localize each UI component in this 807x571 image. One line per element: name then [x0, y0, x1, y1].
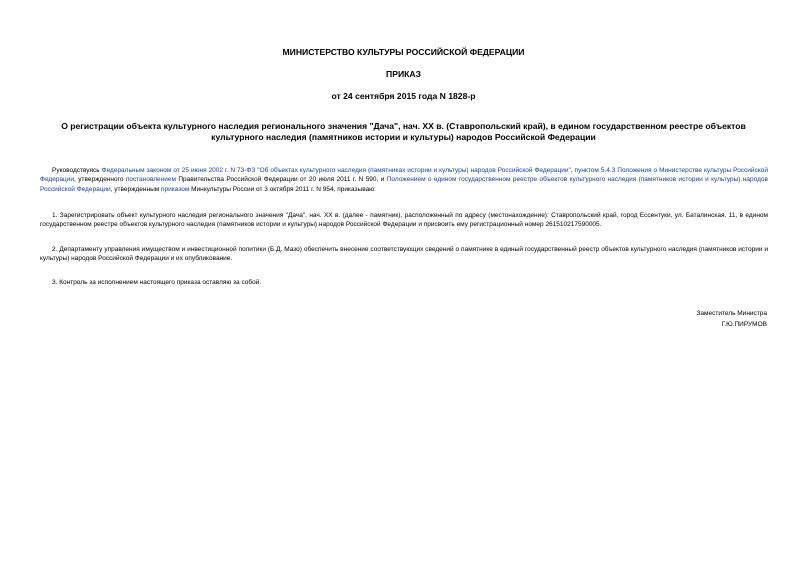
preamble-text: ,	[570, 167, 575, 174]
order-item-3	[40, 278, 768, 287]
preamble-text: Минкультуры России от 3 октября 2011 г. N 954, приказываю:	[189, 185, 376, 193]
order-item-text: 1. Зарегистрировать объект культурного наследия регионального значения "Дача", нач. XX в. (далее - памятник), расположенный по адресу (местонахождение): Ставропольский край, город Ессентуки, ул. Баталинская, 11, в едином государственном реестре объектов культурного наследия (памятников истории и культуры) народов Российской Федерации и присвоить ему регистрационный номер 261510217590005.	[40, 212, 768, 229]
ministry-order-link[interactable]: приказом	[161, 185, 190, 193]
signatory-title: Заместитель Министра	[696, 310, 767, 317]
document-subject-line-2: культурного наследия (памятников истории и культуры) народов Российской Федерации	[211, 132, 596, 142]
signatory-name: Г.Ю.ПИРУМОВ	[721, 321, 767, 328]
preamble-paragraph	[40, 166, 768, 194]
order-item-1	[40, 211, 768, 230]
registry-regulation-link[interactable]: Положением о едином государственном реестре объектов культурного наследия (памятников истории и культуры) народов Российской Федерации	[40, 176, 768, 193]
order-item-text: 2. Департаменту управления имуществом и инвестиционной политики (Б.Д. Мазо) обеспечить внесение соответствующих сведений о памятнике в единый государственный реестр объектов культурного наследия (памятников истории и культуры) народов Российской Федерации и их опубликование.	[40, 246, 768, 263]
ministry-heading: МИНИСТЕРСТВО КУЛЬТУРЫ РОССИЙСКОЙ ФЕДЕРАЦИИ	[282, 47, 525, 57]
document-subject-line-1: О регистрации объекта культурного наследия регионального значения "Дача", нач. XX в. (Ставропольский край), в едином государственном реестре объектов	[61, 121, 746, 131]
preamble-text: Руководствуясь	[52, 167, 102, 174]
preamble-text: , утвержденным	[110, 185, 162, 193]
document-type-heading: ПРИКАЗ	[386, 69, 421, 79]
document-subject	[0, 121, 807, 143]
order-item-2	[40, 245, 768, 264]
document-date-heading: от 24 сентября 2015 года N 1828-р	[331, 91, 476, 101]
order-item-text: 3. Контроль за исполнением настоящего приказа оставляю за собой.	[52, 279, 262, 286]
preamble-text: Правительства Российской Федерации от 20 июля 2011 г. N 590, и	[175, 176, 387, 184]
federal-law-link[interactable]: Федеральным законом от 25 июня 2002 г. N 73-ФЗ "Об объектах культурного наследия (памятниках истории и культуры) народов Российской Федерации"	[101, 167, 571, 174]
ministry-regulation-link[interactable]: пунктом 5.4.3 Положения о Министерстве культуры Российской Федерации	[40, 167, 768, 184]
government-decree-link[interactable]: постановлением	[125, 176, 176, 184]
preamble-text: , утвержденного	[74, 176, 126, 184]
